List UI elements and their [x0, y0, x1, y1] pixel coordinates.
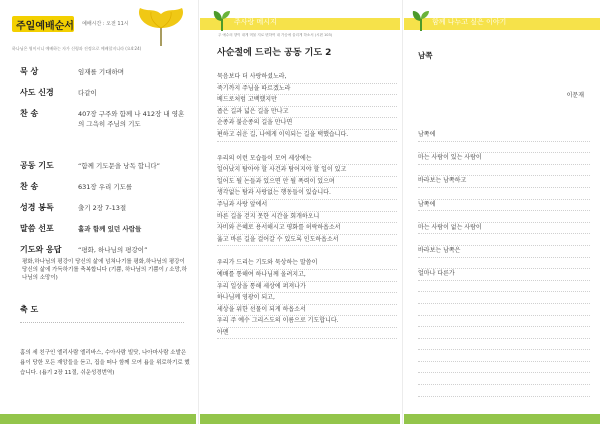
prayer-stanza	[217, 154, 397, 247]
divider	[20, 322, 184, 323]
prayer-line: 좁은 길과 넓은 길을 만나고	[217, 107, 397, 119]
order-item	[0, 84, 196, 105]
poem-line: 마는 사람이 있는 사람이	[418, 153, 590, 165]
prayer-line: 우리 일상을 통해 세상에 퍼져나가	[217, 282, 397, 294]
prayer-line: 순종과 불순종의 길을 만나면	[217, 118, 397, 130]
order-value: 631장 우리 기도를	[78, 183, 133, 191]
poem-line	[418, 188, 590, 200]
order-value: 임재를 기대하며	[78, 68, 125, 76]
poem-title: 남쪽	[418, 51, 433, 60]
prayer-line: 예배를 통해여 하나님께 올려지고,	[217, 270, 397, 282]
order-label: 기도와 응답	[20, 245, 62, 254]
order-item	[0, 105, 196, 157]
blank-line	[418, 304, 590, 316]
poem-line: 바라보는 남쪽하고	[418, 176, 590, 188]
poem-line: 바라보는 남쪽은	[418, 246, 590, 258]
prayer-line: 아멘	[217, 328, 397, 340]
poem-line	[418, 165, 590, 177]
blank-line	[418, 362, 590, 374]
prayer-line: 자비와 은혜로 용서해시고 평화를 허락하옵소서	[217, 223, 397, 235]
order-label: 말씀 선포	[20, 224, 54, 233]
blank-line	[418, 292, 590, 304]
worship-order-panel	[0, 0, 196, 424]
prayer-line: 우리가 드리는 기도와 묵상하는 말씀이	[217, 258, 397, 270]
blank-line	[418, 281, 590, 293]
order-label: 찬 송	[20, 182, 39, 191]
poem-author: 이문재	[566, 92, 584, 99]
notice-text: 홈의 세 친구인 엘리사람 엘리바스, 수아사람 빌닷, 나아마사람 소발은 욥이 당한 모든 재앙들을 듣고, 집을 떠나 함께 모여 욥을 위로하기로 했습니다. (욥기 2장 11절, 쉬운성경번역)	[20, 350, 190, 376]
order-label: 찬 송	[20, 109, 39, 118]
prayer-line: 우리 주 예수 그리스도의 이름으로 기도합니다.	[217, 316, 397, 328]
prayer-line: 세상을 위한 선물이 되게 하옵소서	[217, 305, 397, 317]
prayer-line: 주님과 사랑 앞에서	[217, 200, 397, 212]
response-blessing: 평화,하나님의 평강이 당신의 삶에 넘쳐나기를 평화,하나님의 평강이 당신의 삶에 가득하기를 축복합니다 (기쁨, 하나님의 기쁨이 / 소망,하나님의 소망이)	[22, 259, 187, 281]
prayer-line: 우리의 이런 모습들이 모여 세상에는	[217, 154, 397, 166]
footer-bar	[200, 414, 400, 424]
order-item	[0, 63, 196, 84]
service-time: 예배시간 : 오전 11시	[82, 21, 129, 27]
order-value: 다같이	[78, 89, 97, 97]
prayer-line: 베드로처럼 고백했지만	[217, 95, 397, 107]
prayer-line: 생각없는 탐과 사랑없는 행동들이 있습니다.	[217, 188, 397, 200]
divider	[402, 0, 403, 424]
prayer-line: 일어도 될 논들과 있으면 안 될 폭력이 있으며	[217, 177, 397, 189]
order-label: 묵 상	[20, 67, 39, 76]
benediction-label: 축 도	[20, 305, 39, 314]
message-panel	[200, 0, 400, 424]
order-item	[0, 220, 196, 241]
page-title: 주일예배순서	[16, 21, 74, 32]
sprout-icon	[212, 9, 232, 31]
order-value: 407장 구주와 함께 나 412장 내 영혼의 그윽히 주님의 기도	[78, 110, 185, 128]
prayer-stanza	[217, 72, 397, 142]
footer-bar	[404, 414, 600, 424]
prayer-line: 일어났지 탐아야 할 사건과 탐어지야 할 일이 있고	[217, 165, 397, 177]
prayer-line: 묵음보다 더 사랑하셨노라,	[217, 72, 397, 84]
order-item	[0, 157, 196, 178]
story-panel	[404, 0, 600, 424]
poem-line: 남쪽에	[418, 200, 590, 212]
poem-body	[418, 130, 590, 397]
order-label: 사도 신경	[20, 88, 54, 97]
footer-bar	[0, 414, 196, 424]
prayer-line: 하나님께 영광이 되고,	[217, 293, 397, 305]
order-value: “함께 기도문을 낭독 합니다”	[78, 162, 161, 170]
worship-order-list	[0, 63, 196, 262]
blank-line	[418, 327, 590, 339]
prayer-line: 편하고 쉬운 길, 나에게 이익되는 길을 택했습니다.	[217, 130, 397, 142]
order-value: 홀과 함께 있던 사람들	[78, 225, 142, 233]
poem-line: 마는 사람이 없는 사람이	[418, 223, 590, 235]
prayer-title: 사순절에 드리는 공동 기도 2	[217, 48, 332, 58]
poem-line	[418, 211, 590, 223]
prayer-line: 바른 길을 걷지 못한 시간을 회개하오니	[217, 212, 397, 224]
blank-line	[418, 385, 590, 397]
section-header: 함께 나누고 싶은 이야기	[432, 18, 507, 26]
prayer-line: 옳고 바른 길을 걸어갈 수 있도록 인도하옵소서	[217, 235, 397, 247]
sprout-icon	[412, 9, 430, 31]
order-item	[0, 199, 196, 220]
section-header: 주사랑 메시지	[234, 18, 277, 26]
intro-verse: 하나님은 영이시니 예배하는 자가 신령과 진정으로 예배할지니라 (요4:24)	[12, 46, 142, 51]
order-value: “평화, 하나님의 평강이”	[78, 246, 148, 254]
poem-line: 남쪽에	[418, 130, 590, 142]
order-label: 공동 기도	[20, 161, 54, 170]
poem-line	[418, 234, 590, 246]
blank-line	[418, 316, 590, 328]
order-label: 성경 봉독	[20, 203, 54, 212]
order-item	[0, 178, 196, 199]
section-subheader: 주 예수의 향이 내게 머물 지로 변하여 내 가슴에 울리게 하소서 (시편 103)	[218, 33, 333, 37]
blank-line	[418, 339, 590, 351]
prayer-line: 죽기까지 주님을 따르겠노라	[217, 84, 397, 96]
ginkgo-leaf-icon	[132, 6, 190, 48]
poem-line	[418, 142, 590, 154]
blank-line	[418, 373, 590, 385]
blank-line	[418, 350, 590, 362]
poem-line: 얼마나 다른가	[418, 269, 590, 281]
prayer-body	[217, 72, 397, 351]
prayer-stanza	[217, 258, 397, 339]
poem-line	[418, 258, 590, 270]
order-value: 출기 2장 7-13절	[78, 204, 127, 212]
divider	[198, 0, 199, 424]
